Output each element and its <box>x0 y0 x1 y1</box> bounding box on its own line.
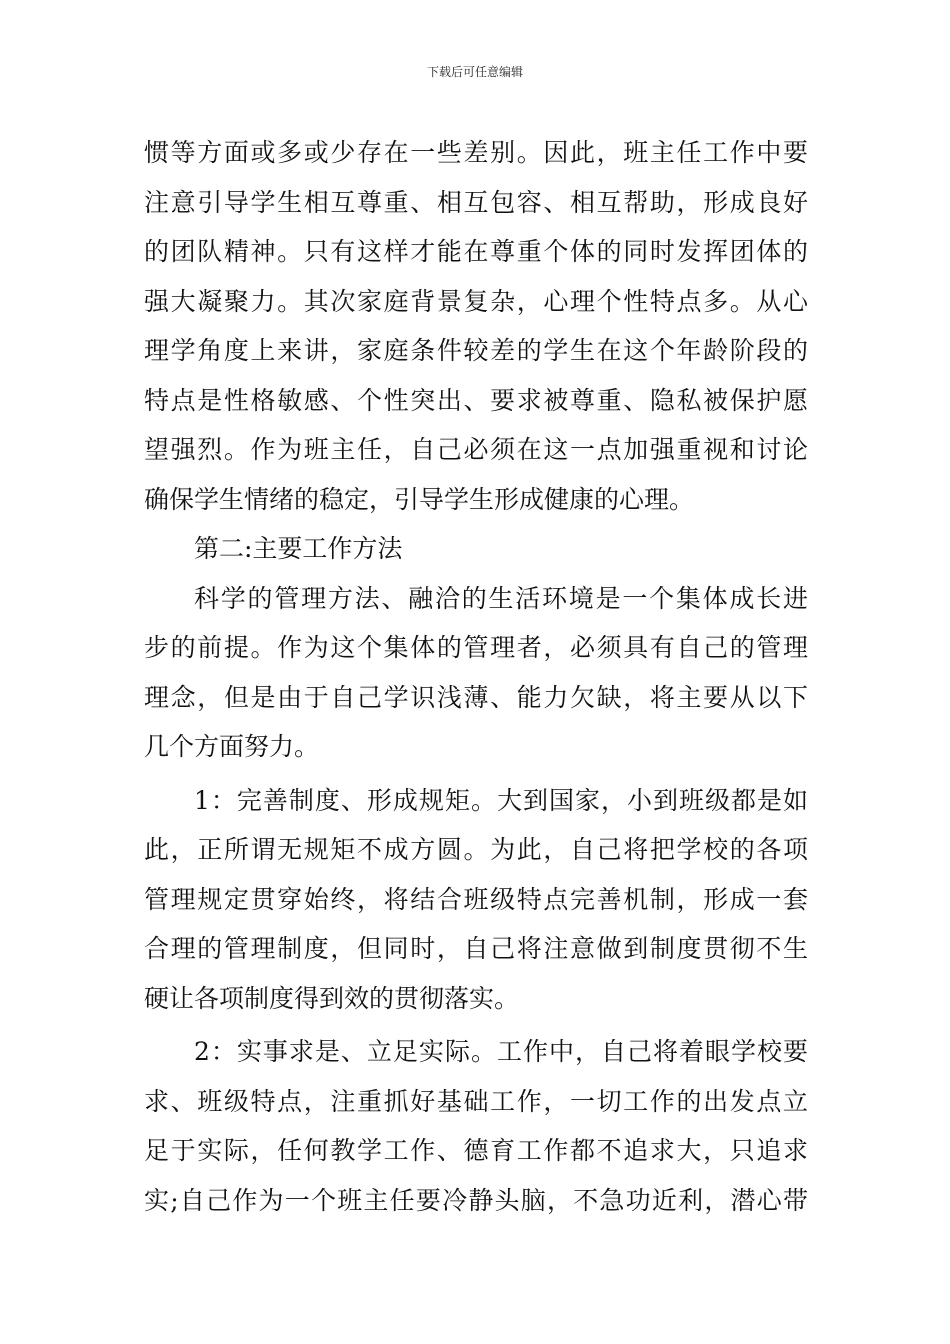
text-line-7: 望强烈。作为班主任，自己必须在这一点加强重视和讨论 <box>144 435 808 464</box>
text-line-2: 注意引导学生相互尊重、相互包容、相互帮助，形成良好 <box>144 187 808 217</box>
text-line-19: 2：实事求是、立足实际。工作中，自己将着眼学校要 <box>194 1037 808 1066</box>
text-line-16: 管理规定贯穿始终，将结合班级特点完善机制，形成一套 <box>144 884 808 914</box>
text-line-15: 此，正所谓无规矩不成方圆。为此，自己将把学校的各项 <box>144 835 808 864</box>
text-line-17: 合理的管理制度，但同时，自己将注意做到制度贯彻不生 <box>144 934 808 963</box>
section-heading: 第二:主要工作方法 <box>194 534 403 563</box>
text-line-12: 理念，但是由于自己学识浅薄、能力欠缺，将主要从以下 <box>144 682 808 712</box>
text-line-14: 1：完善制度、形成规矩。大到国家，小到班级都是如 <box>194 785 808 815</box>
text-line-22: 实;自己作为一个班主任要冷静头脑，不急功近利，潜心带 <box>144 1185 808 1215</box>
text-line-3: 的团队精神。只有这样才能在尊重个体的同时发挥团体的 <box>144 237 808 266</box>
text-line-4: 强大凝聚力。其次家庭背景复杂，心理个性特点多。从心 <box>144 286 808 316</box>
text-line-11: 步的前提。作为这个集体的管理者，必须具有自己的管理 <box>144 633 808 662</box>
text-line-18: 硬让各项制度得到效的贯彻落实。 <box>144 983 520 1013</box>
text-line-1: 惯等方面或多或少存在一些差别。因此，班主任工作中要 <box>144 138 808 167</box>
text-line-10: 科学的管理方法、融洽的生活环境是一个集体成长进 <box>194 583 808 613</box>
text-line-20: 求、班级特点，注重抓好基础工作，一切工作的出发点立 <box>144 1086 808 1116</box>
text-line-8: 确保学生情绪的稳定，引导学生形成健康的心理。 <box>144 484 695 514</box>
document-body <box>144 128 808 1225</box>
text-line-6: 特点是性格敏感、个性突出、要求被尊重、隐私被保护愿 <box>144 385 808 415</box>
text-line-13: 几个方面努力。 <box>144 732 320 761</box>
page-header: 下载后可任意编辑 <box>426 65 523 79</box>
text-line-5: 理学角度上来讲，家庭条件较差的学生在这个年龄阶段的 <box>144 336 808 365</box>
text-line-21: 足于实际，任何教学工作、德育工作都不追求大，只追求 <box>144 1136 808 1165</box>
